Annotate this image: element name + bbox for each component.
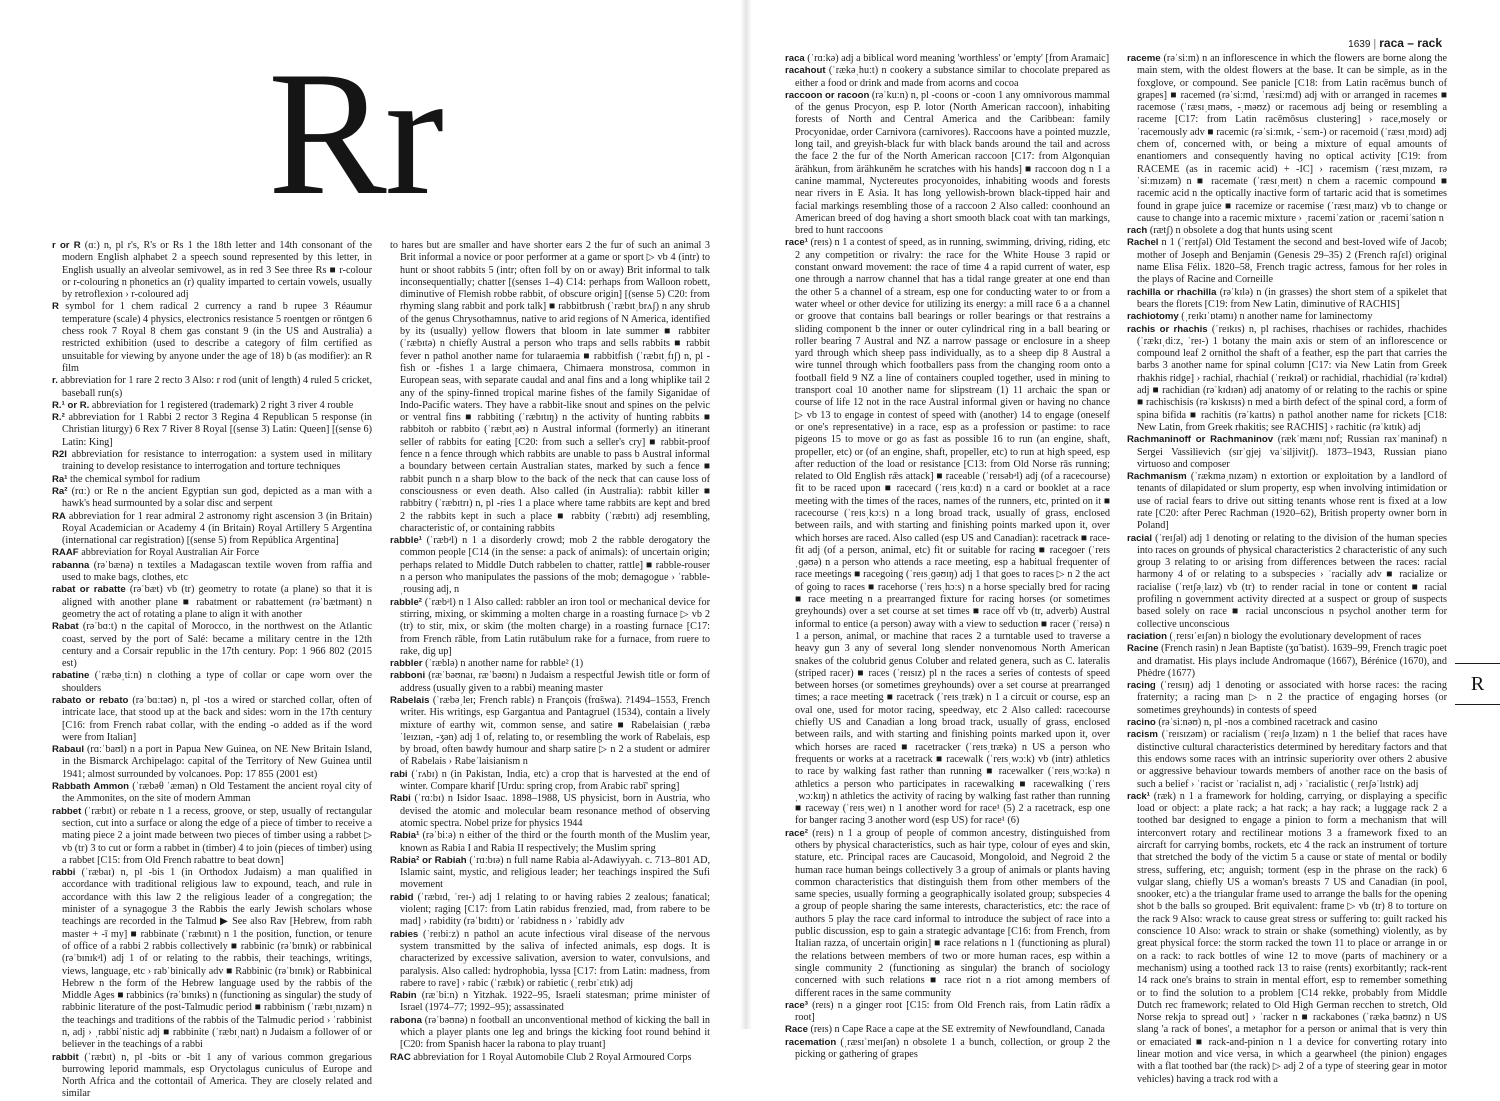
- dictionary-entry: [785, 1000, 1110, 1025]
- dictionary-entry: [390, 597, 710, 658]
- entry-definition: (ˈræbɪd, ˈreɪ-) adj 1 relating to or having rabies 2 zealous; fanatical; violent; raging [C17: from Latin rabidus frenzied, mad, from rabere to be mad] › rabidity (rəˈbɪdɪtɪ) or ˈrabidness n › ˈrabidly adv: [400, 891, 710, 928]
- dictionary-entry: [1127, 533, 1447, 631]
- entry-headword: Rabaul: [52, 744, 84, 756]
- dictionary-column-4: [1127, 53, 1447, 1085]
- dictionary-entry: [1127, 225, 1447, 237]
- entry-headword: raca: [785, 53, 805, 64]
- dictionary-entry: [1127, 287, 1447, 312]
- entry-headword: racism: [1127, 729, 1158, 741]
- thumb-index-tab: R: [1455, 663, 1500, 705]
- entry-definition: (ˈrɑːbɪə) n full name Rabia al-Adawiyyah. c. 713–801 AD, Islamic saint, mystic, and religious leader; her teachings inspired the Sufi movement: [400, 854, 711, 891]
- entry-headword: R2I: [52, 449, 67, 461]
- page-number: 1639: [1348, 39, 1371, 50]
- entry-headword: rach: [1127, 225, 1148, 237]
- dictionary-entry: [390, 929, 710, 990]
- entry-definition: (reɪs) n a ginger root [C15: from Old French rais, from Latin rādīx a root]: [795, 999, 1110, 1024]
- entry-headword: Race: [785, 1024, 808, 1036]
- entry-headword: Rabia² or Rabiah: [390, 854, 467, 866]
- entry-definition: (ræˈbiːn) n Yitzhak. 1922–95, Israeli statesman; prime minister of Israel (1974–77; 1992–95); assassinated: [400, 990, 710, 1014]
- entry-headword: rabi: [390, 768, 408, 780]
- entry-headword: RA: [52, 510, 66, 522]
- entry-headword: Rachmanism: [1127, 471, 1187, 483]
- entry-headword: rack¹: [1127, 790, 1150, 802]
- entry-definition: (ɑː) n, pl r's, R's or Rs 1 the 18th letter and 14th consonant of the modern English alphabet 2 a speech sound represented by this letter, in English usually an alveolar semivowel, as in red 3 See three Rs ■ r-colour or r-colouring n phonetics an (r) quality imparted to certain vowels, usually by retroflexion › r-coloured adj: [62, 240, 372, 301]
- dictionary-entry: [390, 670, 710, 695]
- entry-definition: (ræk) n 1 a framework for holding, carrying, or displaying a specific load or object: a plate rack; a hat rack; a hay rack; a luggage rack 2 a toothed bar designed to engage a pinion to form a mechanism that will interconvert rotary and rectilinear motions 3 a framework fixed to an aircraft for carrying bombs, rockets, etc 4 the rack an instrument of torture that stretched the body of the victim 5 a cause or state of mental or bodily stress, suffering, etc; anguish; torment (esp in the phrase on the rack) 6 vulgar slang, chiefly US a woman's breasts 7 US and Canadian (in pool, snooker, etc) a the triangular frame used to arrange the balls for the opening shot b the balls so grouped. Brit equivalent: frame ▷ vb (tr) 8 to torture on the rack 9 Also: wrack to cause great stress or suffering to: guilt racked his conscience 10 Also: wrack to strain or shake (something) violently, as by great physical force: the storm racked the town 11 to place or arrange in or on a rack: to rack bottles of wine 12 to move (parts of machinery or a mechanism) using a toothed rack 13 to raise (rents) exorbitantly; rack-rent 14 rack one's brains to strain in mental effort, esp to remember something or to find the solution to a problem [C14 rekke, probably from Middle Dutch rec framework; related to Old High German recchen to stretch, Old Norse rekja to spread out] › ˈracker n ■ rackabones (ˈrækəˌbəʊnz) n US slang 'a rack of bones', a metaphor for a person or animal that is very thin or emaciated ■ rack-and-pinion n 1 a device for converting rotary into linear motion and vice versa, in which a gearwheel (the pinion) engages with a flat toothed bar (the rack) ▷ adj 2 of a type of steering gear in motor vehicles) having a track rod with a: [1137, 790, 1447, 1085]
- entry-definition: (rəˈbəʊnə) n football an unconventional method of kicking the ball in which a player plants one leg and brings the kicking foot round behind it [C20: from Spanish hacer la rabona to play truant]: [400, 1014, 710, 1051]
- dictionary-entry: [785, 53, 1110, 65]
- dictionary-entry: [52, 375, 372, 400]
- entry-definition: (ˈræblə) n another name for rabble² (1): [422, 658, 584, 670]
- dictionary-entry: [390, 695, 710, 769]
- entry-headword: Rabin: [390, 990, 417, 1002]
- entry-headword: Rachmaninoff or Rachmaninov: [1127, 434, 1274, 446]
- entry-definition: (French rasin) n Jean Baptiste (ʒɑ̃ batist). 1639–99, French tragic poet and dramatist. His plays include Andromaque (1667), Bérénice (1670), and Phèdre (1677): [1137, 643, 1447, 679]
- entry-headword: rabbler: [390, 658, 423, 670]
- entry-headword: rabboni: [390, 670, 426, 682]
- entry-headword: rabies: [390, 928, 419, 940]
- entry-headword: Racine: [1127, 643, 1159, 655]
- entry-headword: R.²: [52, 412, 65, 424]
- entry-definition: symbol for 1 chem radical 2 currency a rand b rupee 3 Réaumur temperature (scale) 4 physics, electronics resistance 5 roentgen or röntgen 6 chess rook 7 Royal 8 chem gas constant 9 (in the US and Australia) a restricted exhibition (used to describe a category of film certified as unsuitable for viewing by anyone under the age of 18) b (as modifier): an R film: [58, 301, 372, 374]
- dictionary-entry: [52, 301, 372, 375]
- dictionary-entry: [785, 90, 1110, 238]
- dictionary-entry: [52, 867, 372, 1051]
- entry-headword: rachis or rhachis: [1127, 323, 1208, 335]
- dictionary-entry: [1127, 729, 1447, 790]
- entry-headword: Ra²: [52, 485, 68, 497]
- dictionary-column-1: [52, 240, 372, 1100]
- dictionary-entry: [390, 240, 710, 535]
- entry-definition: (ˈræbɪt) n, pl -bits or -bit 1 any of various common gregarious burrowing leporid mammals, esp Oryctolagus cuniculus of Europe and North Africa and the cottontail of America. They are closely related and similar: [62, 1051, 372, 1100]
- entry-definition: (ˌreɪkɪˈɒtəmɪ) n another name for laminectomy: [1178, 311, 1373, 323]
- entry-headword: rabid: [390, 891, 414, 903]
- dictionary-entry: [52, 511, 372, 548]
- dictionary-entry: [785, 65, 1110, 90]
- entry-headword: race²: [785, 827, 808, 839]
- entry-headword: rabbet: [52, 805, 82, 817]
- book-gutter: [740, 0, 752, 1029]
- entry-definition: (ˈreɪsɪzəm) or racialism (ˈreɪʃəˌlɪzəm) n 1 the belief that races have distinctive cultural characteristics determined by hereditary factors and that this endows some races with an intrinsic superiority over others 2 abusive or aggressive behaviour towards members of another race on the basis of such a belief › ˈracist or ˈracialist n, adj › ˈracialistic (ˌreɪʃəˈlɪstɪk) adj: [1137, 729, 1447, 790]
- entry-definition: abbreviation for 1 rear admiral 2 astronomy right ascension 3 (in Britain) Royal Academician or Academy 4 (in Britain) Royal Artillery 5 Argentina (international car registration) [(sense 5) from República Argentina]: [62, 510, 372, 547]
- dictionary-entry: [1127, 311, 1447, 323]
- dictionary-entry: [1127, 791, 1447, 1086]
- dictionary-entry: [1127, 680, 1447, 717]
- entry-headword: Rabi: [390, 793, 411, 805]
- dictionary-entry: [390, 892, 710, 929]
- dictionary-entry: [52, 1052, 372, 1101]
- dictionary-entry: [52, 547, 372, 559]
- dictionary-entry: [52, 560, 372, 585]
- entry-headword: racial: [1127, 532, 1153, 544]
- entry-definition: (ˈræbəˌtiːn) n clothing a type of collar or cape worn over the shoulders: [62, 670, 372, 694]
- dictionary-entry: [390, 990, 710, 1015]
- entry-headword: Rabia¹: [390, 830, 420, 842]
- dictionary-entry: [52, 486, 372, 511]
- entry-headword: racino: [1127, 717, 1156, 729]
- dictionary-entry: [52, 744, 372, 781]
- dictionary-entry: [1127, 434, 1447, 471]
- entry-headword: rabanna: [52, 559, 90, 571]
- entry-headword: rabble²: [390, 596, 422, 608]
- dictionary-entry: [390, 1052, 710, 1064]
- entry-definition: (ˈreɪbiːz) n pathol an acute infectious viral disease of the nervous system transmitted by the saliva of infected animals, esp dogs. It is characterized by excessive salivation, aversion to water, convulsions, and paralysis. Also called: hydrophobia, lyssa [C17: from Latin: madness, from rabere to rave] › rabic (ˈræbɪk) or rabietic (ˌreɪbɪˈɛtɪk) adj: [400, 928, 710, 989]
- dictionary-entry: [785, 828, 1110, 1000]
- dictionary-entry: [785, 1037, 1110, 1062]
- entry-definition: (ˈræbᵊl) n 1 a disorderly crowd; mob 2 the rabble derogatory the common people [C14 (in the sense: a pack of animals): of uncertain origin; perhaps related to Middle Dutch rabbelen to chatter, rattle] ■ rabble-rouser n a person who manipulates the passions of the mob; demagogue › ˈrabble-ˌrousing adj, n: [400, 535, 710, 596]
- dictionary-entry: [390, 535, 710, 596]
- entry-headword: race¹: [785, 237, 808, 249]
- running-head-separator: |: [1373, 38, 1377, 50]
- entry-definition: (ˈræbəθ ˈæmən) n Old Testament the ancient royal city of the Ammonites, on the site of modern Amman: [62, 781, 372, 805]
- entry-headword: RAAF: [52, 547, 79, 559]
- entry-headword: RAC: [390, 1051, 411, 1063]
- dictionary-entry: [52, 584, 372, 621]
- dictionary-entry: [52, 449, 372, 474]
- entry-definition: to hares but are smaller and have shorter ears 2 the fur of such an animal 3 Brit informal a novice or poor performer at a game or sport ▷ vb 4 (intr) to hunt or shoot rabbits 5 (intr; often foll by on or away) Brit informal to talk inconsequentially; chatter [(senses 1–4) C14: perhaps from Walloon robett, diminutive of Flemish robbe rabbit, of obscure origin] [(sense 5) C20: from rhyming slang rabbit and pork talk] ■ rabbitbrush (ˈræbɪtˌbrʌʃ) n any shrub of the genus Chrysothamnus, native to arid regions of N America, identified by its (usually) yellow flowers that bloom in late summer ■ rabbiter (ˈræbɪtə) n chiefly Austral a person who traps and sells rabbits ■ rabbit fever n pathol another name for tularaemia ■ rabbitfish (ˈræbɪtˌfɪʃ) n, pl -fish or -fishes 1 a large chimaera, Chimaera monstrosa, common in European seas, with separate caudal and anal fins and a long whiplike tail 2 any of the spiny-finned tropical marine fishes of the family Siganidae of Indo-Pacific waters. They have a rabbit-like snout and spines on the pelvic or ventral fins ■ rabbiting (ˈræbɪtɪŋ) n the activity of hunting rabbits ■ rabbitoh or rabbito (ˈræbɪtˌəʊ) n Austral informal (formerly) an itinerant seller of rabbits for eating [C20: from such a seller's cry] ■ rabbit-proof fence n a fence through which rabbits are unable to pass b Austral informal a boundary between certain Australian states, marked by such a fence ■ rabbit punch n a sharp blow to the back of the neck that can cause loss of consciousness or even death. Also called (in Australia): rabbit killer ■ rabbitry (ˈræbɪtrɪ) n, pl -ries 1 a place where tame rabbits are kept and bred 2 the rabbits kept in such a place ■ rabbity (ˈræbɪtɪ) adj resembling, characteristic of, or containing rabbits: [390, 240, 710, 534]
- entry-definition: (rəˈbæt) vb (tr) geometry to rotate (a plane) so that it is aligned with another plane ■ rabatment or rabattement (rəˈbætmənt) n geometry the act of rotating a plane to align it with another: [62, 584, 372, 620]
- entry-headword: R.¹ or R.: [52, 399, 90, 411]
- entry-definition: (reɪs) n Cape Race a cape at the SE extremity of Newfoundland, Canada: [807, 1024, 1105, 1036]
- entry-definition: (reɪs) n 1 a group of people of common ancestry, distinguished from others by physical characteristics, such as hair type, colour of eyes and skin, stature, etc. Principal races are Caucasoid, Mongoloid, and Negroid 2 the human race human beings collectively 3 a group of animals or plants having common characteristics that distinguish them from other members of the same species, usually forming a geographically isolated group; subspecies 4 a group of people sharing the same interests, characteristics, etc: the race of authors 5 play the race card informal to introduce the subject of race into a public discussion, esp to gain a strategic advantage [C16: from French, from Italian razza, of uncertain origin] ■ race relations n 1 (functioning as plural) the relations between members of two or more human races, esp within a single community 2 (functioning as singular) the branch of sociology concerned with such relations ■ race riot n a riot among members of different races in the same community: [795, 827, 1110, 999]
- dictionary-entry: [390, 769, 710, 794]
- entry-definition: (reɪs) n 1 a contest of speed, as in running, swimming, driving, riding, etc 2 any competition or rivalry: the race for the White House 3 rapid or constant onward movement: the race of time 4 a rapid current of water, esp one through a narrow channel that has a tidal range greater at one end than the other 5 a channel of a stream, esp one for conducting water to or from a water wheel or other device for utilizing its energy: a mill race 6 a a channel or groove that contains ball bearings or roller bearings or that restrains a sliding component b the inner or outer cylindrical ring in a ball bearing or roller bearing 7 Austral and NZ a narrow passage or enclosure in a sheep yard through which sheep pass individually, as to a sheep dip 8 Austral a wire tunnel through which footballers pass from the changing room onto a football field 9 NZ a line of containers coupled together, used in mining to transport coal 10 another name for slipstream (1) 11 archaic the span or course of life 12 not in the race Austral informal given or having no chance ▷ vb 13 to engage in contest of speed with (another) 14 to engage (oneself or one's representative) in a race, esp as a profession or pastime: to race pigeons 15 to move or go as fast as possible 16 to run (an engine, shaft, propeller, etc) or (of an engine, shaft, propeller, etc) to run at high speed, esp after reduction of the load or resistance [C13: from Old Norse rās running; related to Old English rǣs attack] ■ raceable (ˈreɪsəbᵊl) adj (of a racecourse) fit to be raced upon ■ racecard (ˈreɪsˌkɑːd) n a card or booklet at a race meeting with the times of the races, names of the runners, etc, printed on it ■ racecourse (ˈreɪsˌkɔːs) n a long broad track, usually of grass, enclosed between rails, and with starting and finishing points marked upon it, over which horses are raced. Also called (esp US and Canadian): racetrack ■ race-fit adj (of a person, animal, etc) fit or suitable for racing ■ racegoer (ˈreɪsˌɡəʊə) n a person who attends a race meeting, esp a habitual frequenter of race meetings ■ racegoing (ˈreɪsˌɡəʊɪŋ) adj 1 that goes to races ▷ n 2 the act of going to races ■ racehorse (ˈreɪsˌhɔːs) n a horse specially bred for racing ■ race meeting n a prearranged fixture for racing horses (or sometimes greyhounds) over a set course at set times ■ race off vb (tr, adverb) Austral informal to entice (a person) away with a view to seduction ■ racer (ˈreɪsə) n 1 a person, animal, or machine that races 2 a turntable used to traverse a heavy gun 3 any of several long slender nonvenomous North American snakes of the colubrid genus Coluber and related genera, such as C. lateralis (striped racer) ■ races (ˈreɪsɪz) pl n the races a series of contests of speed between horses (or sometimes greyhounds) over a set course at prearranged times; a race meeting ■ racetrack (ˈreɪsˌtræk) n 1 a circuit or course, esp an oval one, used for motor racing, speedway, etc 2 Also called: racecourse chiefly US and Canadian a long broad track, usually of grass, enclosed between rails, and with starting and finishing points marked upon it, over which horses are raced ■ racetracker (ˈreɪsˌtrækə) n US a person who frequents or works at a racetrack ■ racewalk (ˈreɪsˌwɔːk) vb (intr) athletics to race by walking fast rather than running ■ racewalker (ˈreɪsˌwɔːkə) n athletics a person who participates in racewalking ■ racewalking (ˈreɪsˌwɔːkɪŋ) n athletics the activity of racing by walking fast rather than running ■ raceway (ˈreɪsˌweɪ) n 1 another word for race¹ (5) 2 a racetrack, esp one for banger racing 3 another word (esp US) for race¹ (6): [795, 237, 1110, 827]
- dictionary-entry: [390, 1015, 710, 1052]
- entry-headword: rabato or rebato: [52, 694, 129, 706]
- entry-definition: (rəˈbiːə) n either of the third or the fourth month of the Muslim year, known as Rabia I and Rabia II respectively; the Muslim spring: [400, 830, 710, 854]
- dictionary-entry: [52, 400, 372, 412]
- entry-headword: Ra¹: [52, 473, 68, 485]
- entry-definition: (ˈrækməˌnɪzəm) n extortion or exploitation by a landlord of tenants of dilapidated or slum property, esp when involving intimidation or use of racial fears to drive out sitting tenants whose rent is fixed at a low rate [C20: after Perec Rachman (1920–62), British property owner born in Poland]: [1137, 471, 1447, 532]
- entry-headword: r.: [52, 375, 58, 387]
- entry-definition: abbreviation for resistance to interrogation: a system used in military training to develop resistance to interrogation and torture techniques: [62, 449, 372, 473]
- dictionary-entry: [390, 793, 710, 830]
- dictionary-entry: [785, 1024, 1110, 1036]
- entry-definition: (ˌræsɪˈmeɪʃən) n obsolete 1 a bunch, collection, or group 2 the picking or gathering of grapes: [795, 1036, 1110, 1061]
- dictionary-entry: [52, 474, 372, 486]
- dictionary-entry: [1127, 631, 1447, 643]
- dictionary-entry: [52, 781, 372, 806]
- entry-headword: raciation: [1127, 630, 1167, 642]
- entry-definition: (ˌreɪsɪˈeɪʃən) n biology the evolutionary development of races: [1167, 630, 1422, 642]
- entry-definition: (rəˈbænə) n textiles a Madagascan textile woven from raffia and used to make bags, clothes, etc: [62, 559, 372, 584]
- entry-definition: (ˈreɪkɪs) n, pl rachises, rhachises or rachides, rhachides (ˈrækɪˌdiːz, ˈreɪ-) 1 botany the main axis or stem of an inflorescence or compound leaf 2 ornithol the shaft of a feather, esp the part that carries the barbs 3 another name for spinal column [C17: via New Latin from Greek rhakhis ridge] › rachial, rhachial (ˈreɪkɪəl) or rachidial, rhachidial (rəˈkɪdɪəl) adj ■ rachidian (rəˈkɪdɪən) adj anatomy of or relating to the rachis or spine ■ rachischisis (rəˈkɪskɪsɪs) n med a birth defect of the spinal cord, a form of spina bifida ■ rachitis (rəˈkaɪtɪs) n pathol another name for rickets [C18: New Latin, from Greek rhakitis; see RACHIS] › rachitic (rəˈkɪtɪk) adj: [1137, 323, 1447, 433]
- entry-headword: rabatine: [52, 670, 90, 682]
- entry-definition: (ˈreɪʃəl) adj 1 denoting or relating to the division of the human species into races on grounds of physical characteristics 2 characteristic of any such group 3 relating to or arising from differences between the races: racial harmony 4 of or relating to a subspecies › ˈracially adv ■ racialize or racialise (ˈreɪʃəˌlaɪz) vb (tr) to render racial in tone or content ■ racial profiling n government activity directed at a suspect or group of suspects based solely on race ■ racial unconscious n psychol another term for collective unconscious: [1137, 532, 1447, 630]
- entry-headword: Rabelais: [390, 694, 430, 706]
- entry-definition: (rəˈsiːnəʊ) n, pl -nos a combined racetrack and casino: [1155, 717, 1378, 729]
- dictionary-entry: [52, 670, 372, 695]
- dictionary-entry: [1127, 717, 1447, 729]
- dictionary-entry: [390, 855, 710, 892]
- entry-headword: R: [52, 301, 59, 313]
- entry-definition: abbreviation for 1 Royal Automobile Club 2 Royal Armoured Corps: [410, 1051, 692, 1063]
- entry-definition: (ˈrʌbɪ) n (in Pakistan, India, etc) a crop that is harvested at the end of winter. Compare kharif [Urdu: spring crop, from Arabic rabī' spring]: [400, 768, 710, 793]
- entry-definition: (ˈræbaɪ) n, pl -bis 1 (in Orthodox Judaism) a man qualified in accordance with traditional religious law to expound, teach, and rule in accordance with this law 2 the religious leader of a congregation; the minister of a synagogue 3 the Rabbis the early Jewish scholars whose teachings are recorded in the Talmud ▶ See also Rav [Hebrew, from rabh master + -ī my] ■ rabbinate (ˈræbɪnɪt) n 1 the position, function, or tenure of office of a rabbi 2 rabbis collectively ■ rabbinic (rəˈbɪnɪk) or rabbinical (rəˈbɪnɪkᵊl) adj 1 of or relating to the rabbis, their teachings, writings, views, language, etc › rabˈbinically adv ■ Rabbinic (rəˈbɪnɪk) or Rabbinical Hebrew n the form of the Hebrew language used by the rabbis of the Middle Ages ■ rabbinics (rəˈbɪnɪks) n (functioning as singular) the study of rabbinic literature of the post-Talmudic period ■ rabbinism (ˈræbɪˌnɪzəm) n the teachings and traditions of the rabbis of the Talmudic period › ˈrabbinist n, adj › ˌrabbiˈnistic adj ■ rabbinite (ˈræbɪˌnaɪt) n Judaism a follower of or believer in the teachings of a rabbi: [62, 867, 372, 1051]
- entry-headword: Rabat: [52, 621, 79, 633]
- entry-definition: abbreviation for 1 Rabbi 2 rector 3 Regina 4 Republican 5 response (in Christian liturgy) 6 Rex 7 River 8 Royal [(sense 3) Latin: Queen] [(sense 6) Latin: King]: [62, 412, 372, 448]
- entry-headword: rabbit: [52, 1051, 79, 1063]
- entry-definition: (ˈræbəˌleɪ; French rablɛ) n François (frɑ̃swa). ?1494–1553, French writer. His writings, esp Gargantua and Pantagruel (1534), contain a lively mixture of earthy wit, common sense, and satire ■ Rabelaisian (ˌræbəˈleɪzɪən, -ʒən) adj 1 of, relating to, or resembling the work of Rabelais, esp by broad, often bawdy humour and sharp satire ▷ n 2 a student or admirer of Rabelais › Rabeˈlaisianism n: [400, 694, 710, 768]
- entry-definition: (rəˈkɪlə) n (in grasses) the short stem of a spikelet that bears the florets [C19: from New Latin, diminutive of RACHIS]: [1137, 286, 1447, 310]
- dictionary-entry: [1127, 237, 1447, 286]
- entry-headword: racahout: [785, 65, 826, 77]
- entry-definition: (ˈrɑːkə) adj a biblical word meaning 'worthless' or 'empty' [from Aramaic]: [804, 53, 1110, 64]
- entry-headword: Rabbath Ammon: [52, 781, 130, 793]
- entry-headword: raccoon or racoon: [785, 89, 870, 101]
- dictionary-entry: [390, 830, 710, 855]
- entry-definition: (rəˈbɑːtəʊ) n, pl -tos a wired or starched collar, often of intricate lace, that stood up at the back and sides: worn in the 17th century [C16: from French rabat collar, with the ending -o added as if the word were from Italian]: [62, 694, 372, 743]
- entry-definition: the chemical symbol for radium: [67, 473, 201, 485]
- dictionary-entry: [52, 806, 372, 867]
- entry-headword: raceme: [1127, 53, 1161, 64]
- entry-headword: r or R: [52, 240, 81, 251]
- dictionary-column-2: [390, 240, 711, 1063]
- entry-definition: (ræˈbəʊnaɪ, ræˈbəʊnɪ) n Judaism a respectful Jewish title or form of address (usually given to a rabbi) meaning master: [400, 670, 710, 694]
- entry-definition: abbreviation for Royal Australian Air Force: [78, 547, 260, 559]
- dictionary-entry: [390, 658, 710, 670]
- entry-definition: (rɑː) or Re n the ancient Egyptian sun god, depicted as a man with a hawk's head surmounted by a solar disc and serpent: [62, 485, 372, 510]
- dictionary-entry: [52, 621, 372, 670]
- section-letter: Rr: [268, 34, 442, 232]
- entry-definition: abbreviation for 1 registered (trademark) 2 right 3 river 4 rouble: [89, 399, 354, 411]
- dictionary-entry: [1127, 643, 1447, 680]
- dictionary-entry: [785, 237, 1110, 827]
- entry-definition: (rəˈkuːn) n, pl -coons or -coon 1 any omnivorous mammal of the genus Procyon, esp P. lotor (North American raccoon), inhabiting forests of North and Central America and the Caribbean: family Procyonidae, order Carnivora (carnivores). Raccoons have a pointed muzzle, long tail, and greyish-black fur with black bands around the tail and across the face 2 the fur of the North American raccoon [C17: from Algonquian ärähkun, from ärähkuněm he scratches with his hands] ■ raccoon dog n 1 a canine mammal, Nyctereutes procyonoides, inhabiting woods and forests near rivers in E Asia. It has long yellowish-brown black-tipped hair and facial markings resembling those of a raccoon 2 Also called: coonhound an American breed of dog having a short smooth black coat with tan markings, bred to hunt raccoons: [795, 89, 1110, 237]
- entry-definition: (rækˈmænɪˌnɒf; Russian raxˈmaninəf) n Sergei Vassilievich (sɪrˈɡjej vaˈsiljivitʃ). 1873–1943, Russian piano virtuoso and composer: [1137, 434, 1447, 470]
- entry-headword: racing: [1127, 680, 1156, 692]
- entry-headword: rachilla or rhachilla: [1127, 286, 1217, 298]
- entry-headword: racemation: [785, 1036, 837, 1048]
- running-head: [1348, 36, 1442, 50]
- running-head-words: raca – rack: [1379, 36, 1442, 50]
- entry-headword: race³: [785, 999, 808, 1011]
- dictionary-entry: [1127, 471, 1447, 532]
- dictionary-entry: [1127, 53, 1447, 225]
- entry-definition: (rəˈsiːm) n an inflorescence in which the flowers are borne along the main stem, with the oldest flowers at the base. It can be simple, as in the foxglove, or compound. See panicle [C18: from Latin racēmus bunch of grapes] ■ racemed (rəˈsiːmd, ˈræsiːmd) adj with or arranged in racemes ■ racemose (ˈræsɪˌməʊs, -ˌməʊz) or racemous adj being or resembling a raceme [C17: from Latin racēmōsus clustering] › race,mosely or ˈracemously adv ■ racemic (rəˈsiːmɪk, -ˈsɛm-) or racemoid (ˈræsɪˌmɔɪd) adj chem of, concerned with, or being a mixture of equal amounts of enantiomers and consequently having no optical activity [C19: from RACEME (as in racemic acid) + -IC] › racemism (ˈræsɪˌmɪzəm, rəˈsiːmɪzəm) n ■ racemate (ˈræsɪˌmeɪt) n chem a racemic compound ■ racemic acid n the optically inactive form of tartaric acid that is sometimes found in grape juice ■ racemize or racemise (ˈræsɪˌmaɪz) vb to change or cause to change into a racemic mixture › ˌracemiˈzation or ˌracemiˈsation n: [1137, 53, 1447, 224]
- dictionary-entry: [1127, 324, 1447, 435]
- dictionary-column-3: [785, 53, 1110, 1061]
- dictionary-entry: [52, 240, 372, 301]
- entry-definition: (rəˈbɑːt) n the capital of Morocco, in the northwest on the Atlantic coast, served by the port of Salé: became a military centre in the 12th century and a Corsair republic in the 17th century. Pop: 1 966 802 (2015 est): [62, 621, 372, 670]
- entry-headword: rabat or rabatte: [52, 584, 126, 596]
- entry-definition: (ˈrɑːbɪ) n Isidor Isaac. 1898–1988, US physicist, born in Austria, who devised the atomic and molecular beam resonance method of observing atomic spectra. Nobel prize for physics 1944: [400, 793, 710, 829]
- entry-definition: (ˈræbɪt) or rebate n 1 a recess, groove, or step, usually of rectangular section, cut into a surface or along the edge of a piece of timber to receive a mating piece 2 a joint made between two pieces of timber using a rabbet ▷ vb (tr) 3 to cut or form a rabbet in (timber) 4 to join (pieces of timber) using a rabbet [C15: from Old French rabattre to beat down]: [62, 805, 372, 866]
- entry-headword: rabble¹: [390, 535, 422, 547]
- entry-definition: (ˈreɪsɪŋ) adj 1 denoting or associated with horse races: the racing fraternity; a racing man ▷ n 2 the practice of engaging horses (or sometimes greyhounds) in contests of speed: [1137, 680, 1447, 716]
- entry-headword: Rachel: [1127, 237, 1159, 249]
- dictionary-entry: [52, 695, 372, 744]
- dictionary-entry: [52, 412, 372, 449]
- entry-definition: (ˈræbᵊl) n 1 Also called: rabbler an iron tool or mechanical device for stirring, mixing, or skimming a molten charge in a roasting furnace ▷ vb 2 (tr) to stir, mix, or skim (the molten charge) in a roasting furnace [C17: from French râble, from Latin rutābulum rake for a furnace, from ruere to rake, dig up]: [400, 596, 710, 657]
- entry-headword: rabbi: [52, 867, 76, 879]
- entry-definition: abbreviation for 1 rare 2 recto 3 Also: r rod (unit of length) 4 ruled 5 cricket, baseball run(s): [57, 375, 372, 399]
- entry-definition: (rætʃ) n obsolete a dog that hunts using scent: [1147, 225, 1333, 237]
- entry-definition: (ˈrækəˌhuːt) n cookery a substance similar to chocolate prepared as either a food or drink and made from acorns and cocoa: [795, 65, 1110, 89]
- entry-headword: rabona: [390, 1014, 422, 1026]
- entry-headword: rachiotomy: [1127, 311, 1179, 323]
- entry-definition: n 1 (ˈreɪtʃəl) Old Testament the second and best-loved wife of Jacob; mother of Joseph and Benjamin (Genesis 29–35) 2 (French raʃɛl) original name Elisa Félix. 1820–58, French tragic actress, famous for her roles in the plays of Racine and Corneille: [1137, 237, 1447, 286]
- entry-definition: (rɑːˈbaʊl) n a port in Papua New Guinea, on NE New Britain Island, in the Bismarck Archipelago: capital of the Territory of New Guinea until 1941; almost surrounded by volcanoes. Pop: 17 855 (2001 est): [62, 744, 372, 780]
